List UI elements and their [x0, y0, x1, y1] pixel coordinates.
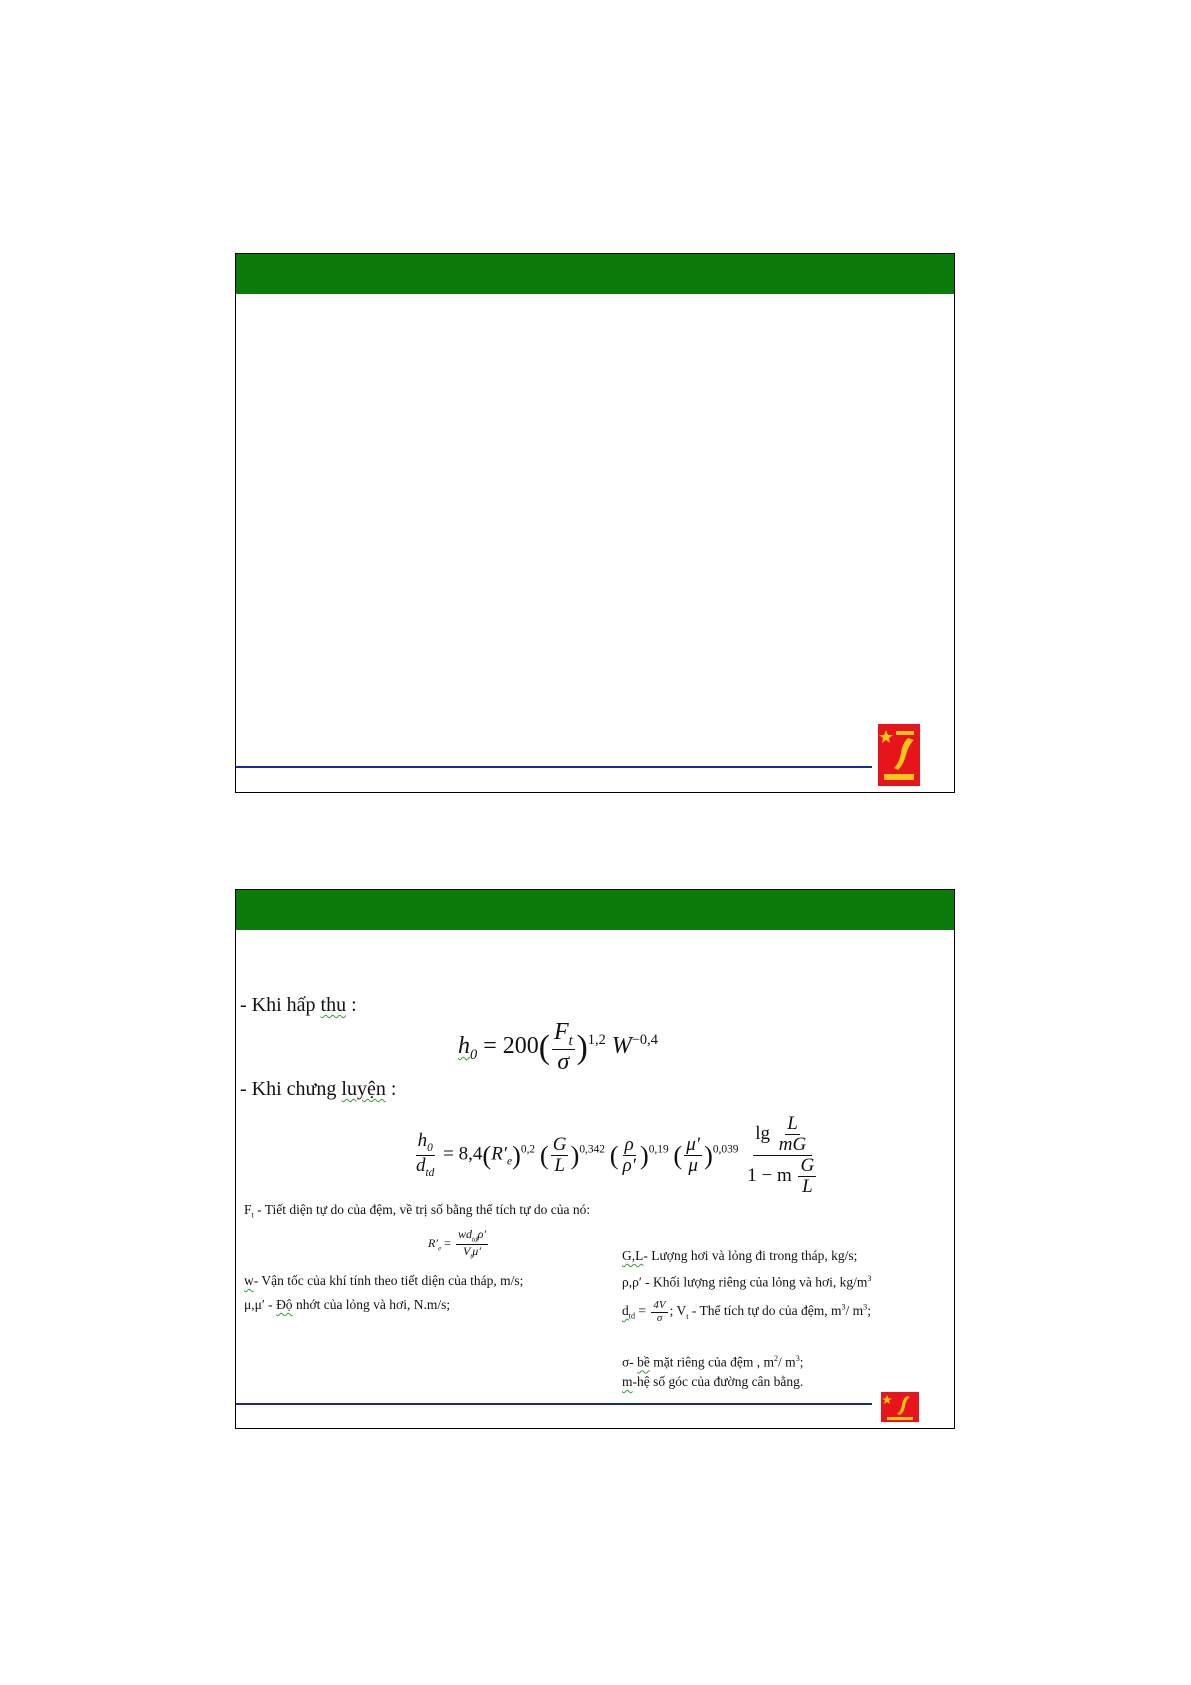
eq2-fraction-gl: $\frac{G}{L}$ — [552, 1133, 567, 1176]
eq2-coef: = 8,4 — [443, 1143, 483, 1165]
bullet-distillation-underlined: luyện — [341, 1078, 386, 1100]
definition-w: w- Vận tốc của khí tính theo tiết diện của tháp, m/s; — [244, 1273, 524, 1288]
eq2-log-fraction: lg $\frac{L}{mG}$ 1 − m $\frac{G}{L}$ — [747, 1113, 815, 1197]
slide-1 — [235, 253, 955, 793]
slide-2 — [235, 889, 955, 1429]
eq2-fraction-mu: $\frac{\mu'}{\mu}$ — [686, 1133, 700, 1176]
eq1-paren-open: ( — [538, 1028, 550, 1066]
slide-1-header-bar — [236, 254, 954, 294]
definition-mu: μ,μ′ - Độ nhớt của lỏng và hơi, N.m/s; — [244, 1297, 451, 1312]
bullet-absorption-prefix: - Khi hấp — [240, 994, 321, 1016]
slide-2-header-bar — [236, 890, 954, 930]
definition-rho: ρ,ρ′ - Khối lượng riêng của lỏng và hơi, $kg/m^3$ — [622, 1274, 872, 1290]
definition-m: m-hệ số góc của đường cân bằng. — [622, 1374, 804, 1389]
definition-dtd: $d_{td}$ = $\frac{4V}{\sigma}$ ; $V_t$ - Thể tích tự do của đệm, $m^3/$ $m^3$; — [622, 1299, 871, 1324]
eq1-fraction: $\frac{F_t}{\sigma}$ — [553, 1019, 573, 1075]
bullet-distillation-prefix: - Khi chưng — [240, 1078, 342, 1100]
definition-sigma: σ- bề mặt riêng của đệm , $m^2/$ $m^3$; — [622, 1354, 804, 1370]
eq2-exp-a: 0,342 — [579, 1143, 605, 1156]
university-logo-icon — [881, 1392, 919, 1422]
bullet-distillation — [240, 1078, 396, 1101]
eq1-exp1: 1,2 — [587, 1032, 606, 1049]
eq1-coef: = 200 — [483, 1033, 539, 1060]
equation-distillation: $\frac{h_0}{d_{td}}$ = $8,4(R'_e)^{0,2}$ ( $\frac{G}{L}$ )$^{0,342}$ ( $\frac{\rho}{\rho'}$ )$^{0,19}$ ( $\frac{\mu'}{\mu}$ )$^{0,039}$ lg $\frac{L}{mG}$ 1 − m $\frac{G}{L}$ — [412, 1114, 822, 1197]
eq2-re: R′ — [491, 1143, 507, 1165]
eq1-w: W — [611, 1033, 632, 1060]
university-logo-icon — [878, 724, 920, 786]
definition-re: $R'_e$ = $\frac{wd_{td}\rho'}{V_t\mu'}$ — [428, 1227, 486, 1261]
equation-absorption — [458, 1020, 658, 1075]
eq1-lhs: $h_0$ — [458, 1033, 478, 1063]
eq2-exp-c: 0,039 — [712, 1143, 739, 1156]
eq1-paren-close: ) — [576, 1028, 588, 1066]
bullet-distillation-suffix: : — [385, 1078, 397, 1100]
bullet-absorption — [240, 994, 357, 1017]
slide-2-footer-line — [236, 1403, 872, 1405]
eq2-exp-b: 0,19 — [648, 1143, 669, 1156]
eq2-re-exp: 0,2 — [520, 1143, 536, 1156]
bullet-absorption-suffix: : — [346, 994, 357, 1016]
slide-1-footer-line — [236, 766, 872, 768]
bullet-absorption-underlined: thu — [320, 994, 347, 1016]
eq2-lhs-fraction: $\frac{h_0}{d_{td}}$ — [416, 1130, 435, 1179]
definition-ft: $F_t$ - Tiết diện tự do của đệm, về trị số bằng thể tích tự do của nó: — [244, 1202, 591, 1220]
definition-gl: G,L- Lượng hơi và lỏng đi trong tháp, kg/s; — [622, 1248, 858, 1263]
eq2-fraction-rho: $\frac{\rho}{\rho'}$ — [622, 1133, 636, 1176]
eq1-exp2: −0,4 — [631, 1032, 658, 1049]
